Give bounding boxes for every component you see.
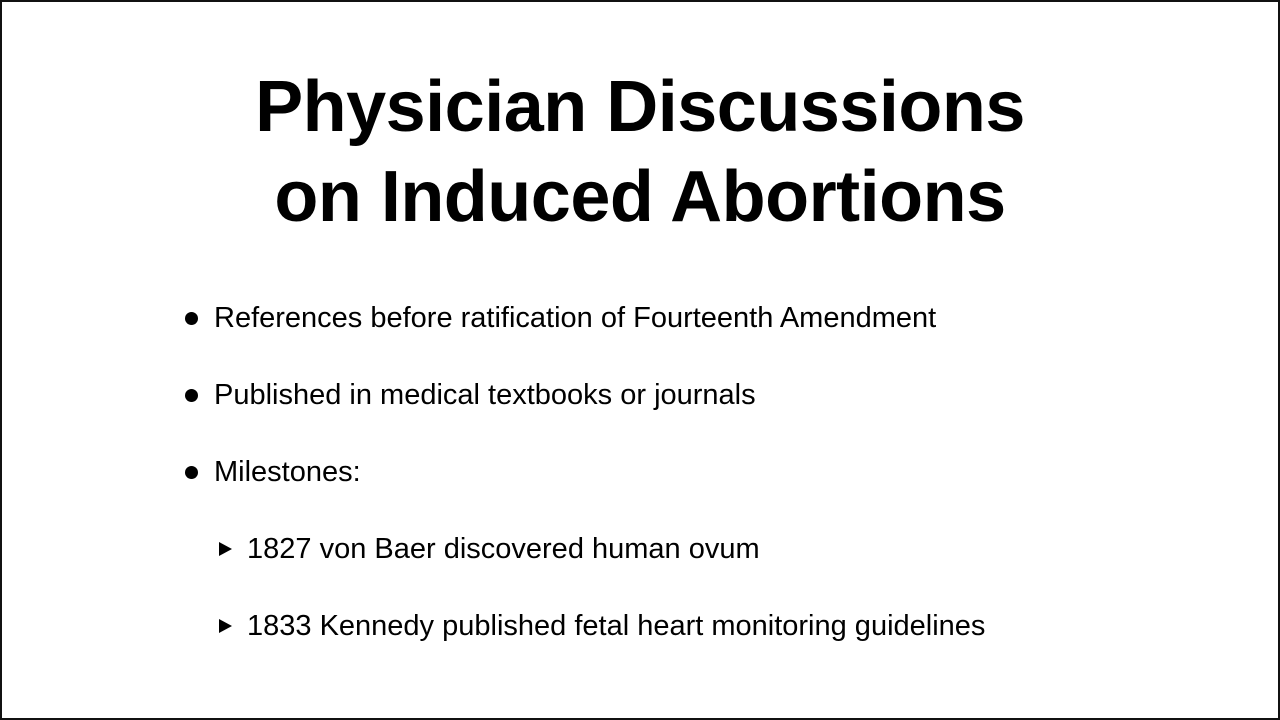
triangle-bullet-icon <box>219 619 232 633</box>
triangle-bullet-icon <box>219 542 232 556</box>
bullet-text: References before ratification of Fourteenth Amendment <box>214 302 937 334</box>
bullet-text: Published in medical textbooks or journals <box>214 379 756 411</box>
title-line-1: Physician Discussions <box>255 67 1025 147</box>
sub-bullet-text: 1827 von Baer discovered human ovum <box>247 533 760 565</box>
title-line-2: on Induced Abortions <box>274 157 1006 237</box>
bullet-dot-icon <box>185 312 198 325</box>
bullet-text: Milestones: <box>214 456 361 488</box>
bullet-list <box>2 2 1278 718</box>
bullet-dot-icon <box>185 389 198 402</box>
sub-bullet-text: 1833 Kennedy published fetal heart monitoring guidelines <box>247 610 986 642</box>
bullet-dot-icon <box>185 466 198 479</box>
